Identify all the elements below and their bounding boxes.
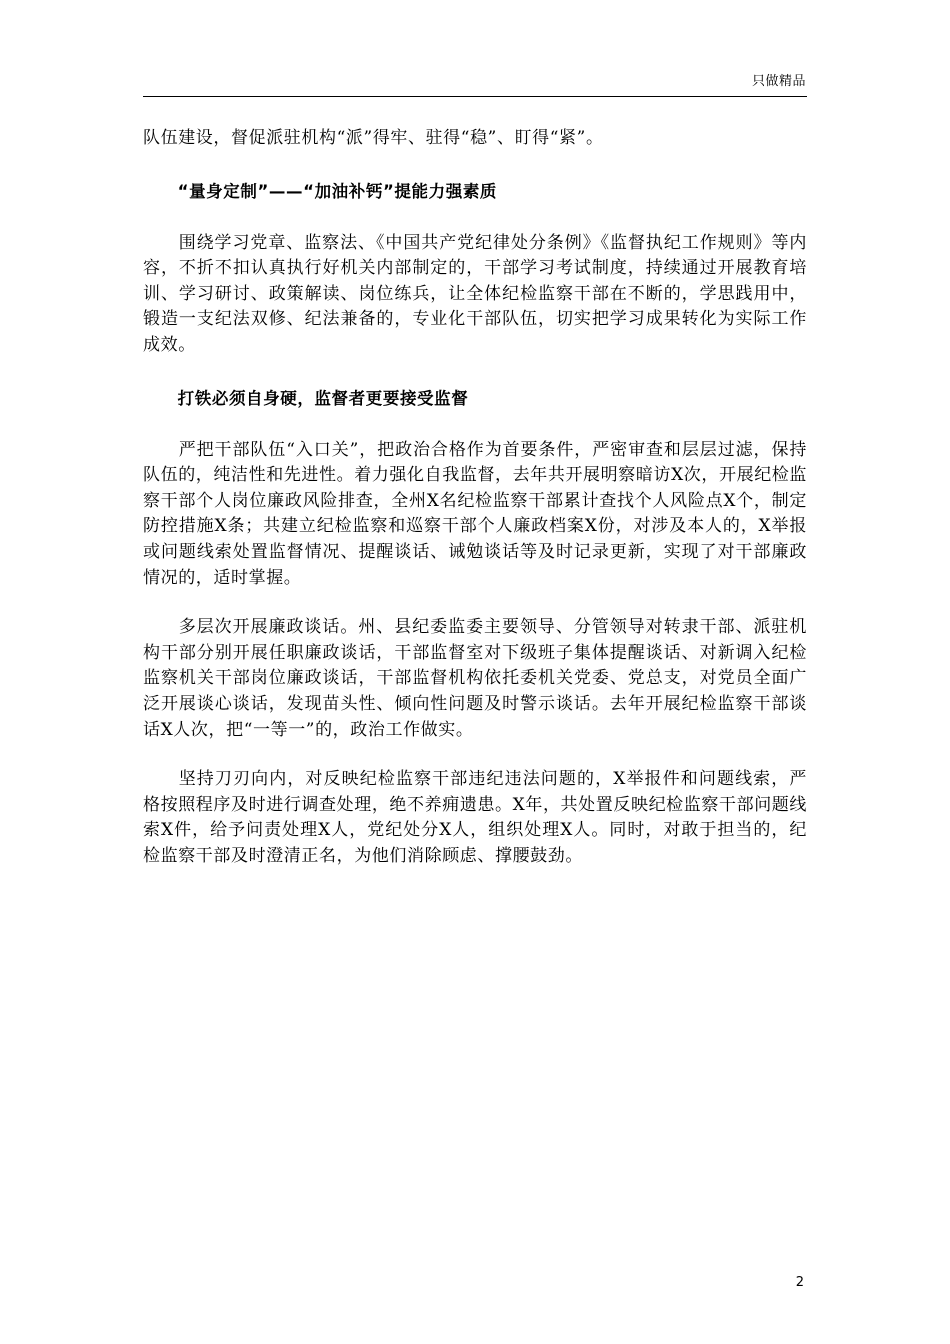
continuation-paragraph: 队伍建设，督促派驻机构“派”得牢、驻得“稳”、盯得“紧”。 [143, 128, 604, 148]
paragraph-2: 严把干部队伍“入口关”，把政治合格作为首要条件，严密审查和层层过滤，保持队伍的，纯洁性和先进性。着力强化自我监督，去年共开展明察暗访X次，开展纪检监察干部个人岗位廉政风险排查，全州X名纪检监察干部累计查找个人风险点X个，制定防控措施X条；共建立纪检监察和巡察干部个人廉政档案X份，对涉及本人的，X举报或问题线索处置监督情况、提醒谈话、诫勉谈话等及时记录更新，实现了对干部廉政情况的，适时掌握。 [143, 439, 807, 588]
document-body [143, 126, 807, 869]
paragraph-4: 坚持刀刃向内，对反映纪检监察干部违纪违法问题的，X举报件和问题线索，严格按照程序及时进行调查处理，绝不养痈遗患。X年，共处置反映纪检监察干部问题线索X件，给予问责处理X人，党纪处分X人，组织处理X人。同时，对敢于担当的，纪检监察干部及时澄清正名，为他们消除顾虑、撑腰鼓劲。 [143, 769, 807, 866]
header-divider [143, 96, 807, 97]
page-number: 2 [795, 1275, 804, 1290]
paragraph-1: 围绕学习党章、监察法、《中国共产党纪律处分条例》《监督执纪工作规则》等内容，不折不扣认真执行好机关内部制定的，干部学习考试制度，持续通过开展教育培训、学习研讨、政策解读、岗位练兵，让全体纪检监察干部在不断的，学思践用中，锻造一支纪法双修、纪法兼备的，专业化干部队伍，切实把学习成果转化为实际工作成效。 [143, 232, 807, 355]
section-heading-1: “量身定制”——“加油补钙”提能力强素质 [177, 181, 498, 201]
header-label: 只做精品 [751, 74, 806, 89]
paragraph-3: 多层次开展廉政谈话。州、县纪委监委主要领导、分管领导对转隶干部、派驻机构干部分别开展任职廉政谈话，干部监督室对下级班子集体提醒谈话、对新调入纪检监察机关干部岗位廉政谈话，干部监督机构依托委机关党委、党总支，对党员全面广泛开展谈心谈话，发现苗头性、倾向性问题及时警示谈话。去年开展纪检监察干部谈话X人次，把“一等一”的，政治工作做实。 [143, 617, 807, 740]
section-heading-2: 打铁必须自身硬，监督者更要接受监督 [177, 388, 469, 408]
